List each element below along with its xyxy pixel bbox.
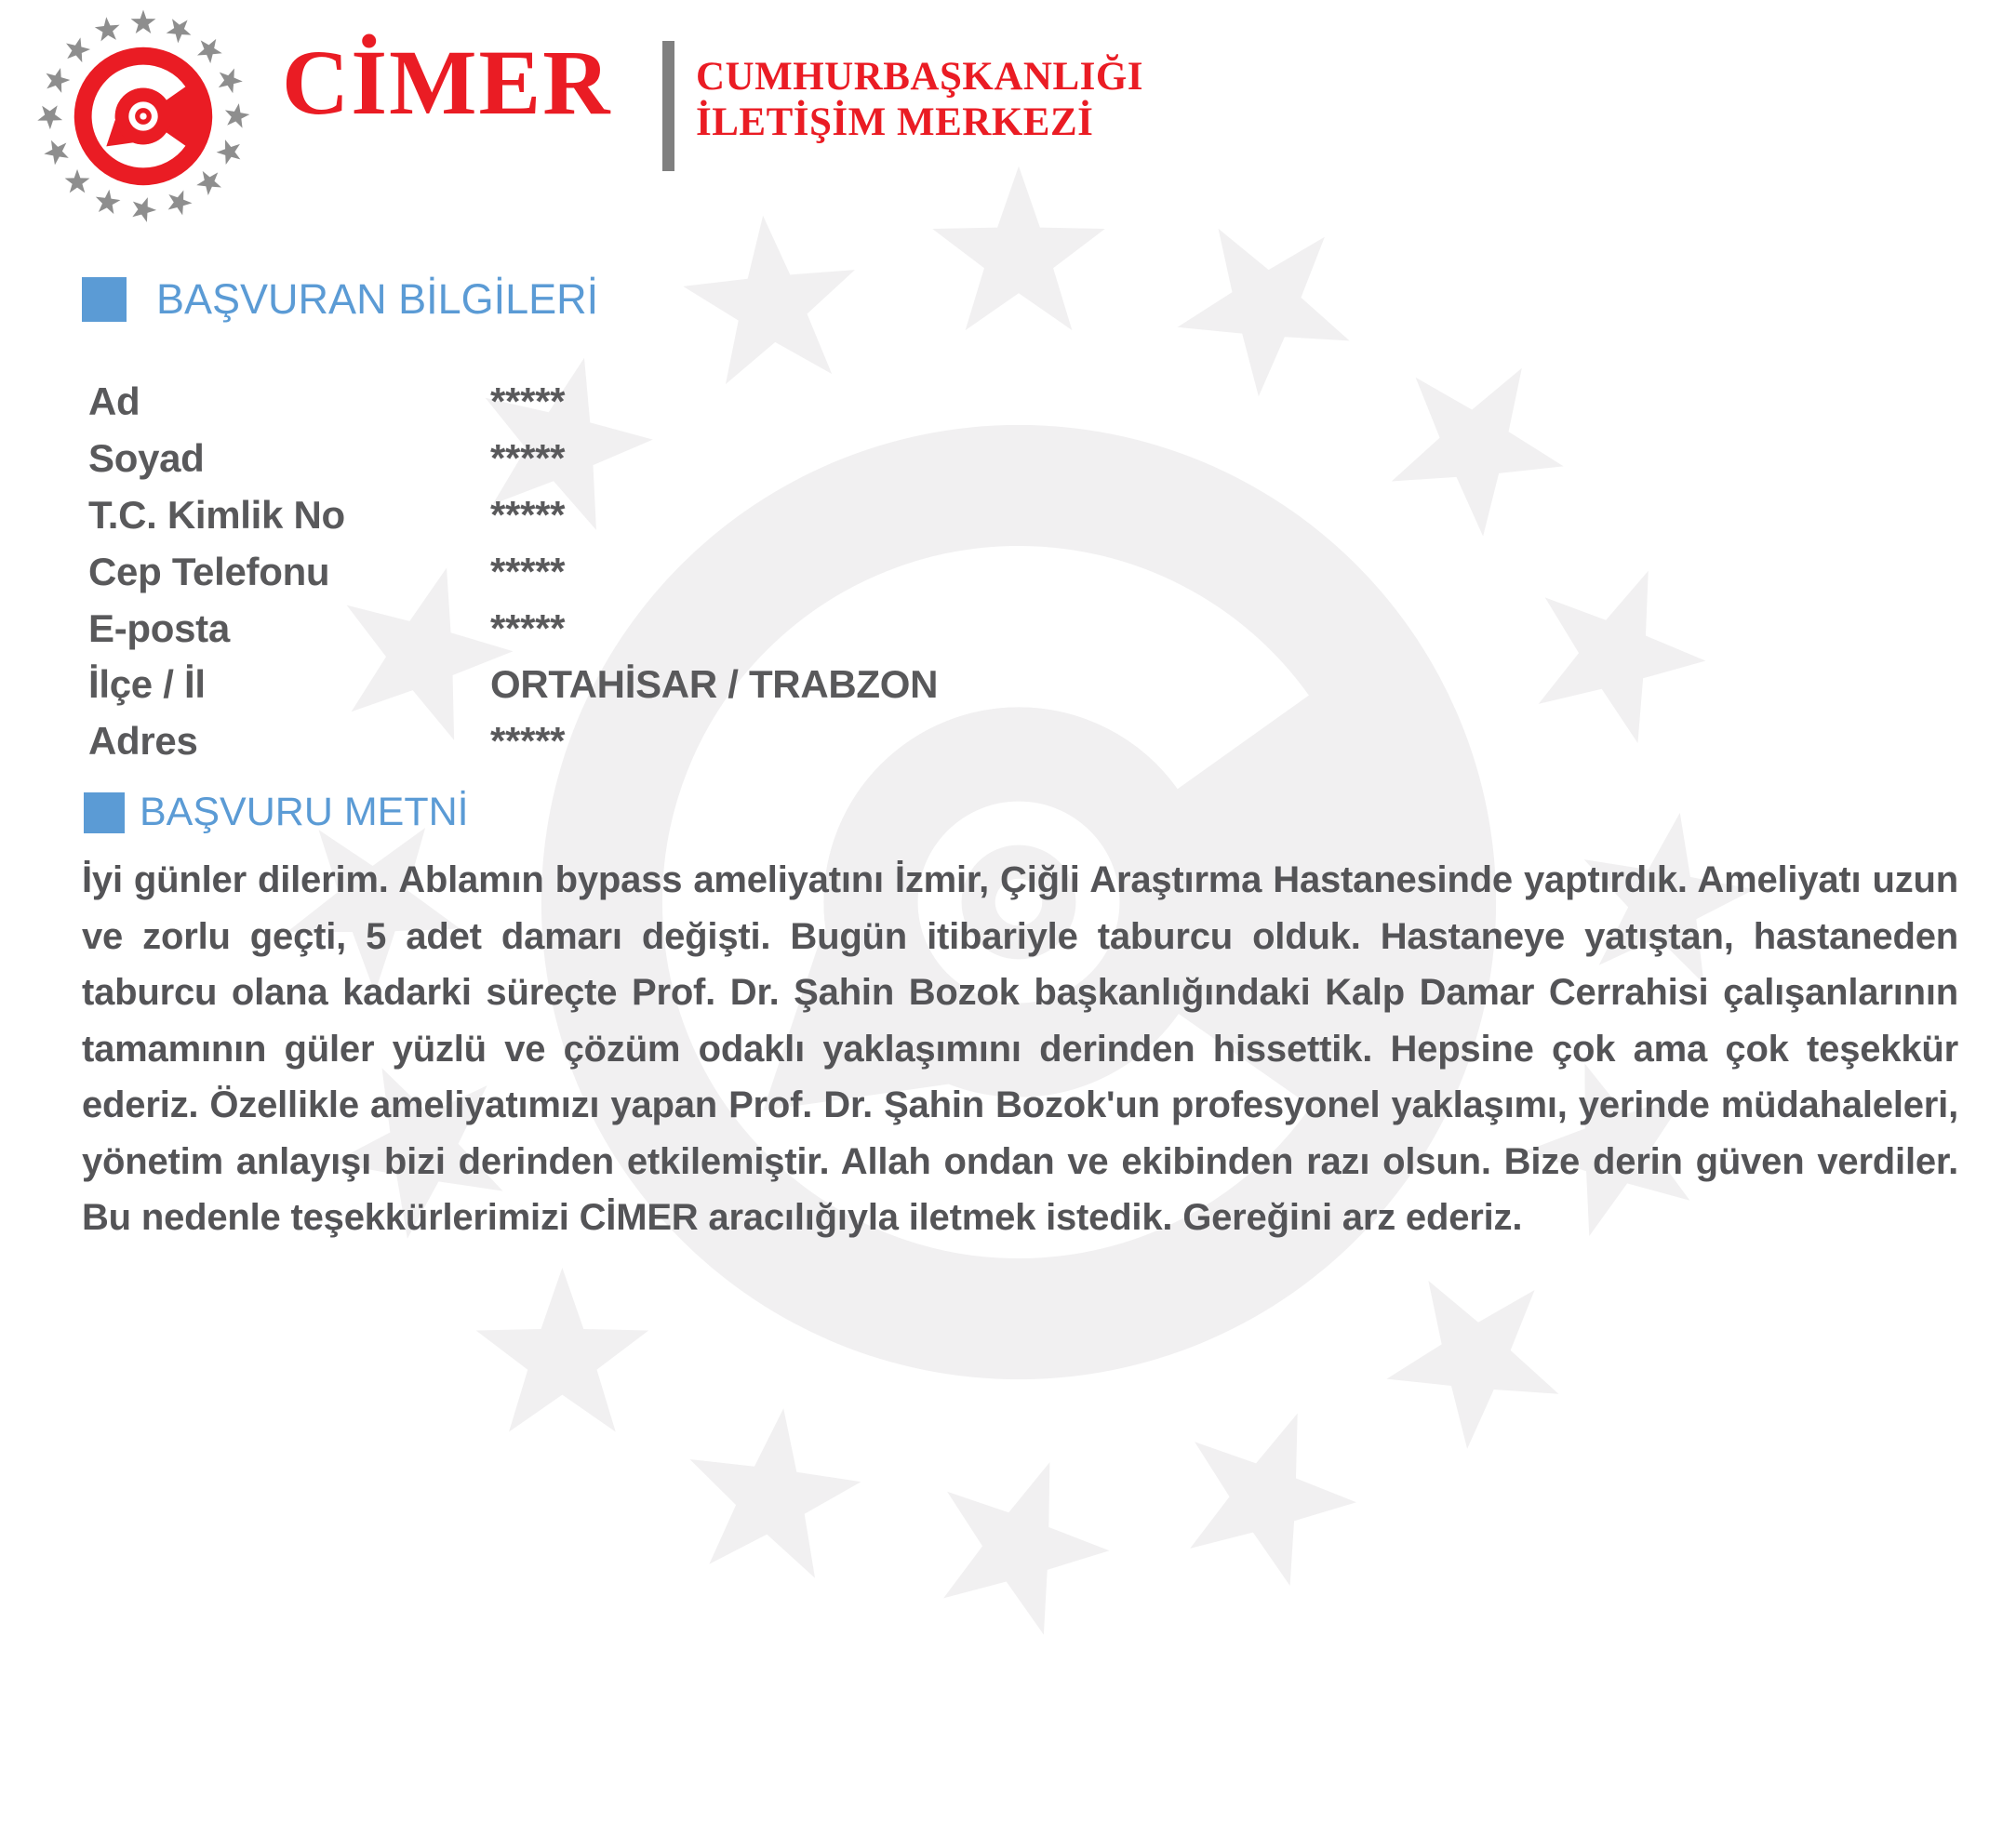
cimer-wordmark: CİMER [282,31,612,134]
field-row-ad [88,374,938,431]
applicant-section-header [82,275,598,324]
field-value: ***** [490,436,566,481]
field-label: Cep Telefonu [88,549,330,593]
application-text: İyi günler dilerim. Ablamın bypass ameliyatını İzmir, Çiğli Araştırma Hastanesinde yaptırdık. Ameliyatı uzun ve zorlu geçti, 5 adet damarı değişti. Bugün itibariyle taburcu olduk. Hastaneye yatıştan, hastaneden taburcu olana kadarki süreçte Prof. Dr. Şahin Bozok başkanlığındaki Kalp Damar Cerrahisi çalışanlarının tamamının güler yüzlü ve çözüm odaklı yaklaşımını derinden hissettik. Hepsine çok ama çok teşekkür ederiz. Özellikle ameliyatımızı yapan Prof. Dr. Şahin Bozok'un profesyonel yaklaşımı, yerinde müdahaleleri, yönetim anlayışı bizi derinden etkilemiştir. Allah ondan ve ekibinden razı olsun. Bize derin güven verdiler. Bu nedenle teşekkürlerimizi CİMER aracılığıyla iletmek istedik. Gereğini arz ederiz. [82,859,1958,1238]
org-name-line2: İLETİŞİM MERKEZİ [696,100,1094,145]
brand-divider [662,41,674,171]
field-row-soyad [88,431,938,487]
field-value: ***** [490,605,566,650]
field-value: ***** [490,379,566,424]
applicant-section-title: BAŞVURAN BİLGİLERİ [156,275,599,323]
field-label: E-posta [88,605,230,650]
field-row-adres [88,713,938,770]
application-section-header [84,790,469,835]
field-row-ilce-il [88,657,938,713]
field-value: ORTAHİSAR / TRABZON [490,662,939,707]
org-name-line1: CUMHURBAŞKANLIĞI [696,55,1144,99]
field-label: İlçe / İl [88,662,206,707]
field-label: Ad [88,379,140,424]
field-label: Soyad [88,436,205,481]
field-label: Adres [88,719,198,764]
org-name [696,54,1143,145]
field-row-cep-telefonu [88,543,938,600]
applicant-fields [88,374,938,770]
field-row-tc-kimlik-no [88,487,938,544]
field-row-eposta [88,600,938,657]
section-bullet-icon [84,792,125,833]
field-value: ***** [490,719,566,764]
field-value: ***** [490,549,566,593]
field-value: ***** [490,492,566,537]
cimer-logo-icon [36,9,250,223]
field-label: T.C. Kimlik No [88,492,345,537]
section-bullet-icon [82,277,127,322]
application-section-title: BAŞVURU METNİ [140,790,469,834]
